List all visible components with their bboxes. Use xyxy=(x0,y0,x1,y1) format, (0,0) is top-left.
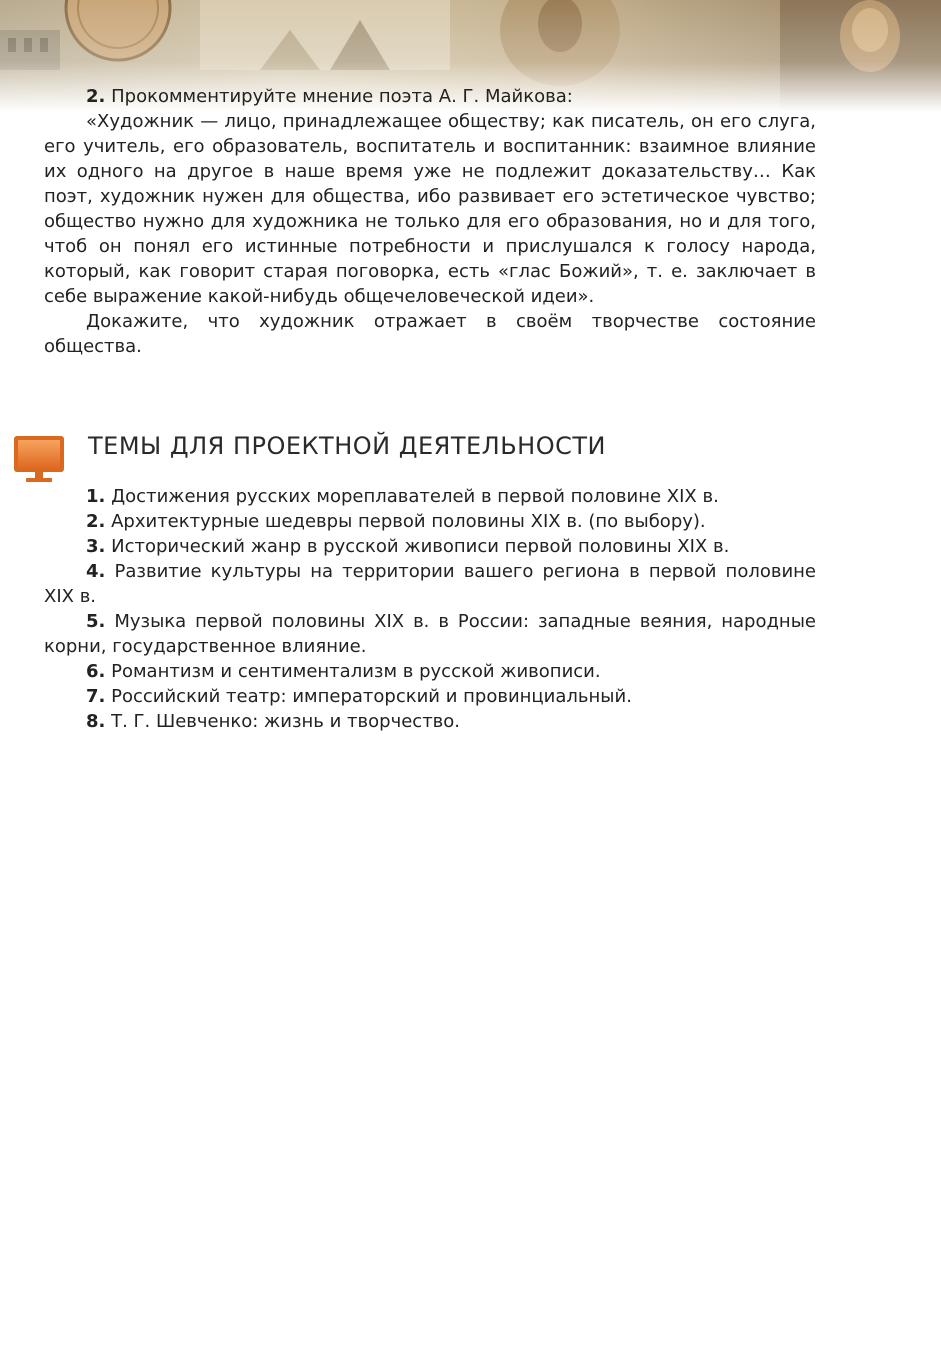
section-title: ТЕМЫ ДЛЯ ПРОЕКТНОЙ ДЕЯТЕЛЬНОСТИ xyxy=(88,432,606,460)
list-item xyxy=(44,534,816,559)
item-number: 5. xyxy=(86,611,106,632)
item-number: 4. xyxy=(86,561,106,582)
task-paragraph: Докажите, что художник отражает в своём творчестве состояние общества. xyxy=(44,311,816,357)
monitor-icon xyxy=(12,434,66,486)
list-item xyxy=(44,709,816,734)
item-text: Достижения русских мореплавателей в первой половине XIX в. xyxy=(111,486,719,507)
item-text: Развитие культуры на территории вашего региона в первой половине XIX в. xyxy=(44,561,816,607)
item-text: Романтизм и сентиментализм в русской живописи. xyxy=(111,661,601,682)
question-number: 2. xyxy=(86,86,106,107)
section-heading xyxy=(12,430,912,490)
question-block xyxy=(44,84,816,359)
quote-paragraph: «Художник — лицо, принадлежащее обществу; как писатель, он его слуга, его учитель, его образователь, воспитатель и воспитанник: взаимное влияние их одного на другое в наше время уже не подлежит доказательству… Как поэт, художник нужен для общества, ибо развивает его эстетическое чувство; общество нужно для художника не только для его образования, но и для того, чтоб он понял его истинные потребности и прислушался к голосу народа, который, как говорит старая поговорка, есть «глас Божий», т. е. заключает в себе выражение какой-нибудь общечеловеческой идеи». xyxy=(44,111,816,307)
topics-list xyxy=(44,484,816,734)
list-item xyxy=(44,609,816,659)
list-item xyxy=(44,509,816,534)
item-number: 7. xyxy=(86,686,106,707)
item-text: Музыка первой половины XIX в. в России: западные веяния, народные корни, государственное влияние. xyxy=(44,611,816,657)
item-number: 2. xyxy=(86,511,106,532)
list-item xyxy=(44,659,816,684)
item-number: 1. xyxy=(86,486,106,507)
list-item xyxy=(44,559,816,609)
question-prompt xyxy=(44,84,816,109)
item-text: Т. Г. Шевченко: жизнь и творчество. xyxy=(111,711,461,732)
list-item xyxy=(44,484,816,509)
item-text: Российский театр: императорский и провинциальный. xyxy=(111,686,632,707)
item-number: 6. xyxy=(86,661,106,682)
item-text: Исторический жанр в русской живописи первой половины XIX в. xyxy=(111,536,730,557)
item-number: 8. xyxy=(86,711,106,732)
question-prompt-text: Прокомментируйте мнение поэта А. Г. Майкова: xyxy=(111,86,573,107)
list-item xyxy=(44,684,816,709)
item-number: 3. xyxy=(86,536,106,557)
item-text: Архитектурные шедевры первой половины XIX в. (по выбору). xyxy=(111,511,706,532)
